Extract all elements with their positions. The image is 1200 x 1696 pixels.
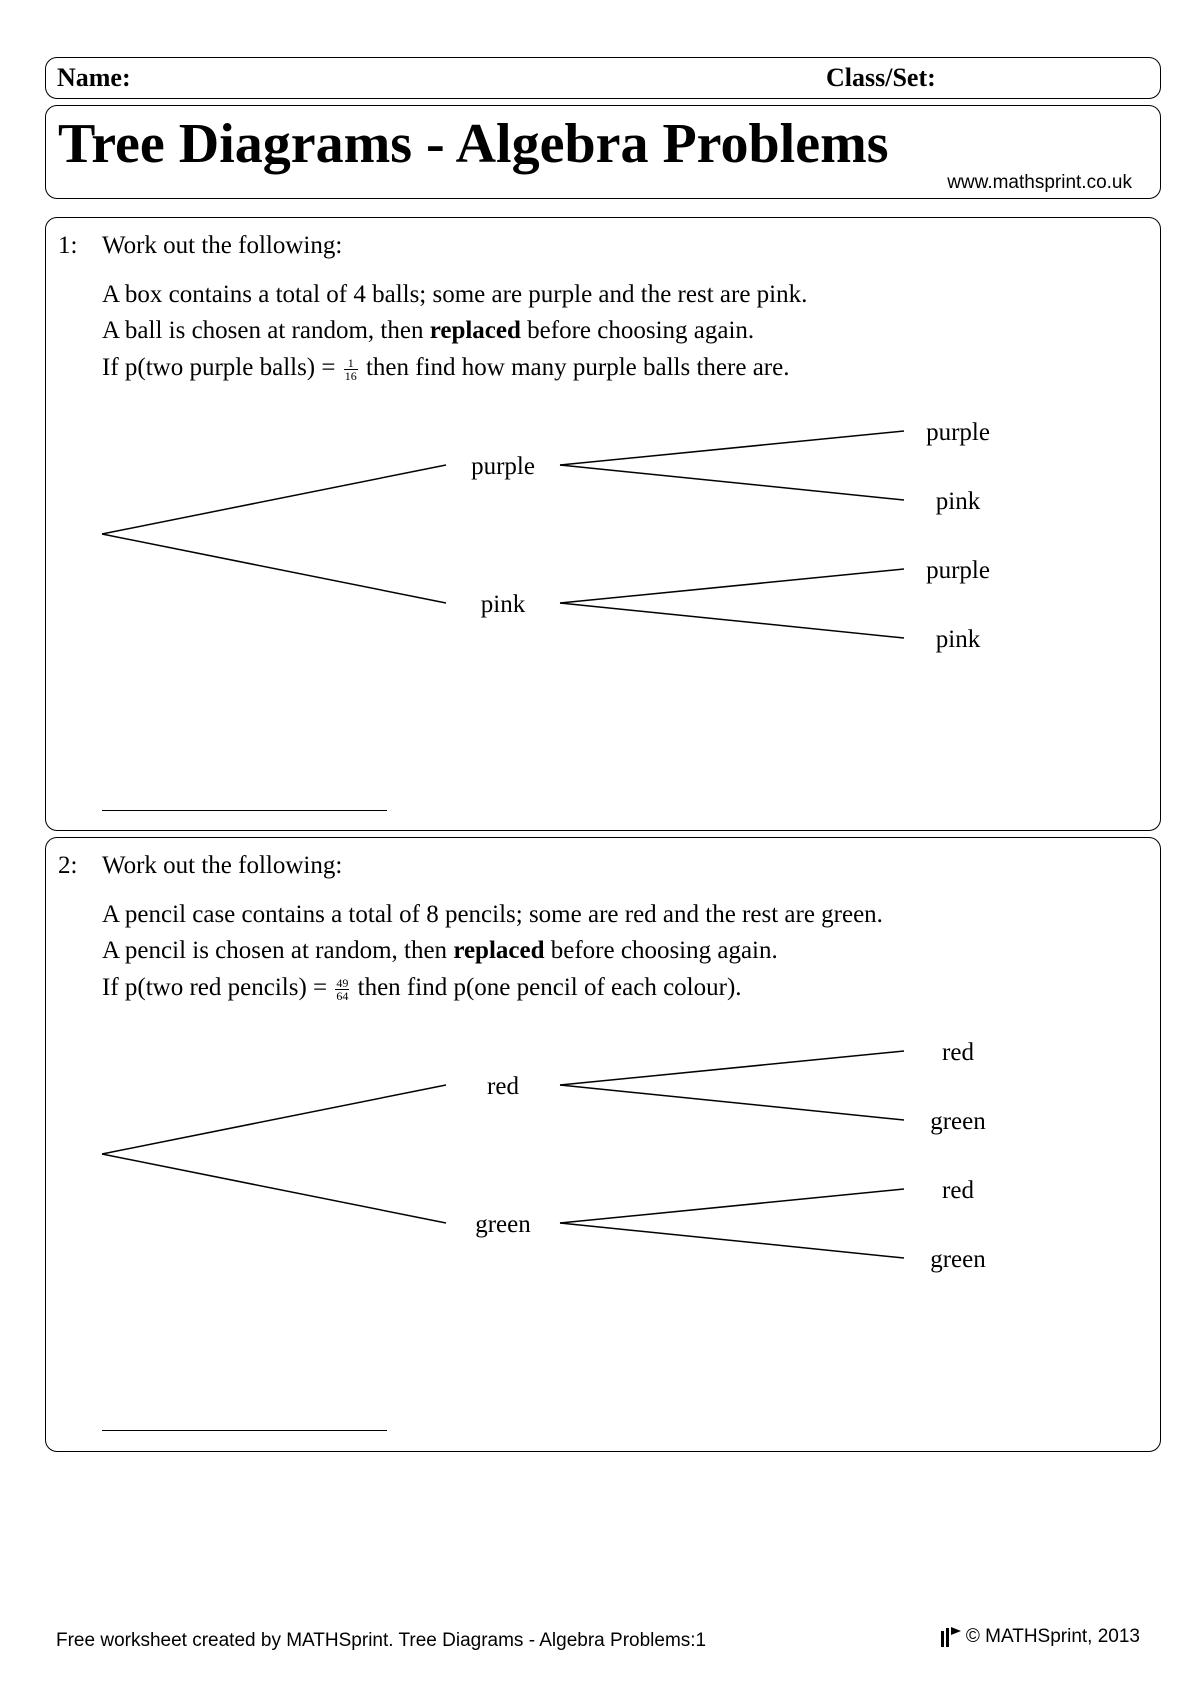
question-2 <box>45 837 1161 1452</box>
branch-line <box>560 603 904 638</box>
tree-label-second: purple <box>926 557 990 584</box>
text-segment: If p(two purple balls) = <box>102 354 342 381</box>
text-segment: then find p(one pencil of each colour). <box>351 974 742 1001</box>
footer-credit: Free worksheet created by MATHSprint. Tree Diagrams - Algebra Problems:1 <box>56 1630 707 1651</box>
title-box <box>45 105 1161 199</box>
branch-line <box>102 1085 446 1154</box>
branch-line <box>560 569 904 603</box>
tree-label-second: red <box>942 1177 974 1204</box>
tree-label-first-top: red <box>487 1073 519 1100</box>
branch-line <box>560 1051 904 1085</box>
tree-label-second: green <box>930 1108 986 1135</box>
branch-line <box>102 534 446 603</box>
fraction-denominator: 64 <box>336 988 349 1003</box>
tree-label-second: pink <box>935 626 981 653</box>
question-1 <box>45 217 1161 831</box>
header-box <box>45 57 1161 99</box>
tree-label-second: purple <box>926 419 990 446</box>
bold-keyword: replaced <box>429 317 521 344</box>
tree-label-first-bottom: green <box>475 1211 531 1238</box>
question-instruction: Work out the following: <box>102 232 343 259</box>
tree-diagram <box>46 218 1162 832</box>
answer-line[interactable] <box>102 1430 387 1431</box>
tree-label-second: red <box>942 1039 974 1066</box>
branch-line <box>560 1223 904 1258</box>
site-url: www.mathsprint.co.uk <box>947 172 1132 193</box>
answer-line[interactable] <box>102 810 387 811</box>
tree-label-second: green <box>930 1246 986 1273</box>
fraction-denominator: 16 <box>344 368 357 383</box>
fraction-numerator: 1 <box>344 357 358 370</box>
branch-line <box>560 465 904 500</box>
tree-label-first-top: purple <box>471 453 535 480</box>
mathsprint-logo-icon <box>940 1625 962 1649</box>
copyright-text: © MATHSprint, 2013 <box>965 1626 1140 1647</box>
text-segment: before choosing again. <box>544 937 778 964</box>
text-segment: A pencil is chosen at random, then <box>102 937 454 964</box>
branch-line <box>560 1085 904 1120</box>
question-text-line-1: A pencil case contains a total of 8 pencils; some are red and the rest are green. <box>102 901 883 928</box>
name-label: Name: <box>57 63 131 92</box>
branch-line <box>102 1154 446 1223</box>
question-text-line-1: A box contains a total of 4 balls; some are purple and the rest are pink. <box>102 281 808 308</box>
text-segment: before choosing again. <box>520 317 755 344</box>
text-segment: then find how many purple balls there are. <box>359 354 790 381</box>
tree-label-first-bottom: pink <box>480 591 526 618</box>
branch-line <box>560 431 904 465</box>
question-number: 2: <box>58 852 78 879</box>
branch-line <box>560 1189 904 1223</box>
branch-line <box>102 465 446 534</box>
tree-diagram <box>46 838 1162 1453</box>
fraction-numerator: 49 <box>336 975 349 990</box>
text-segment: A ball is chosen at random, then <box>102 317 430 344</box>
bold-keyword: replaced <box>453 937 545 964</box>
question-instruction: Work out the following: <box>102 852 343 879</box>
page-title: Tree Diagrams - Algebra Problems <box>58 113 889 175</box>
question-number: 1: <box>58 232 78 259</box>
footer-copyright <box>940 1625 1140 1649</box>
class-set-label: Class/Set: <box>826 63 936 92</box>
text-segment: If p(two red pencils) = <box>102 974 334 1001</box>
tree-label-second: pink <box>935 488 981 515</box>
